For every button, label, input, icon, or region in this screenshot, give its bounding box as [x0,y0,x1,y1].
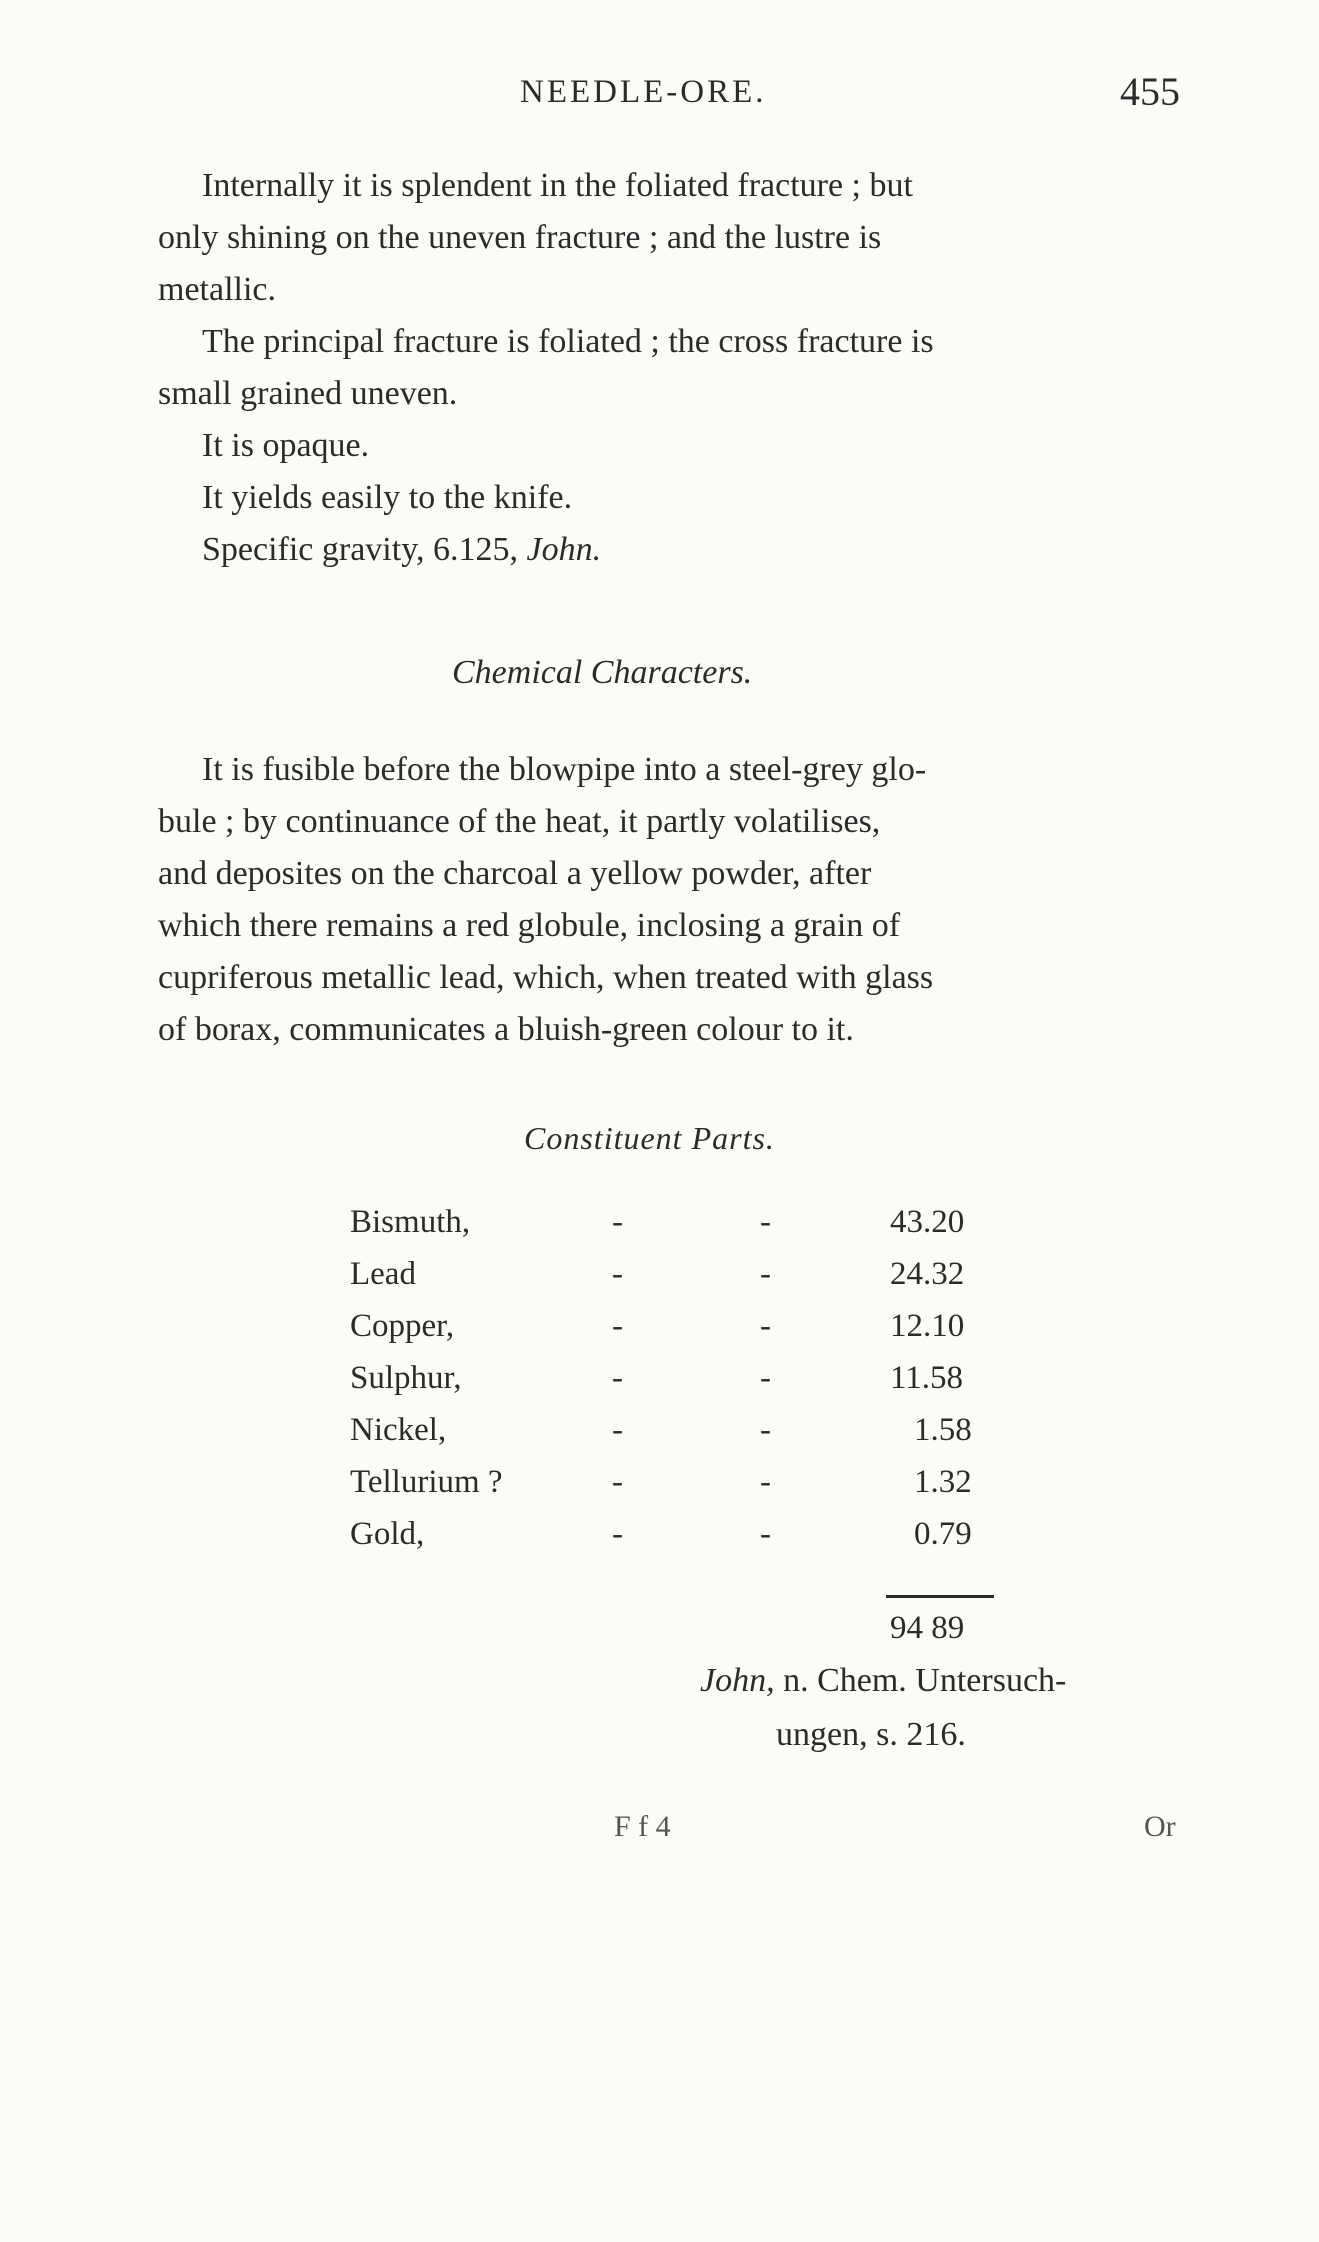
constituent-label: Tellurium ? [350,1464,503,1500]
reference-continuation: ungen, s. 216. [776,1716,966,1753]
text-line: It is opaque. [202,427,370,464]
constituent-label: Gold, [350,1516,425,1552]
text-line: only shining on the uneven fracture ; and the lustre is [158,219,882,256]
signature-mark: F f 4 [614,1810,671,1843]
leader-dash: - [760,1516,771,1552]
leader-dash: - [760,1360,771,1396]
text-line: of borax, communicates a bluish-green colour to it. [158,1011,854,1048]
text-line: It is fusible before the blowpipe into a steel-grey glo- [202,751,927,788]
leader-dash: - [612,1412,623,1448]
constituent-label: Copper, [350,1308,455,1344]
leader-dash: - [760,1204,771,1240]
constituent-parts-heading: Constituent Parts. [524,1120,775,1156]
reference-author: John, [700,1662,775,1699]
reference-text: n. Chem. Untersuch- [774,1662,1067,1699]
leader-dash: - [612,1516,623,1552]
constituent-value: 43.20 [890,1204,965,1240]
gravity-source: John. [526,531,602,568]
constituent-value: 11.58 [890,1360,964,1396]
constituent-label: Bismuth, [350,1204,471,1240]
text-line: small grained uneven. [158,375,458,412]
running-head-title: NEEDLE-ORE. [520,74,767,110]
reference-line [700,1662,1066,1700]
text-line: Internally it is splendent in the foliated fracture ; but [202,167,913,204]
text-line: metallic. [158,271,277,308]
text-line: which there remains a red globule, inclosing a grain of [158,907,901,944]
leader-dash: - [760,1464,771,1500]
gravity-text: Specific gravity, 6.125, [202,531,527,568]
leader-dash: - [760,1256,771,1292]
constituent-value: 0.79 [914,1516,972,1552]
leader-dash: - [612,1360,623,1396]
constituent-value: 1.58 [914,1412,972,1448]
total-rule [886,1595,994,1598]
constituent-label: Sulphur, [350,1360,462,1396]
constituent-value: 24.32 [890,1256,965,1292]
text-line: and deposites on the charcoal a yellow powder, after [158,855,872,892]
constituent-value: 1.32 [914,1464,972,1500]
leader-dash: - [612,1256,623,1292]
text-line: The principal fracture is foliated ; the cross fracture is [202,323,934,360]
leader-dash: - [612,1204,623,1240]
constituent-label: Lead [350,1256,416,1292]
leader-dash: - [612,1464,623,1500]
leader-dash: - [760,1412,771,1448]
total-value: 94 89 [890,1610,965,1646]
leader-dash: - [760,1308,771,1344]
text-line: cupriferous metallic lead, which, when treated with glass [158,959,934,996]
text-line: It yields easily to the knife. [202,479,573,516]
constituent-label: Nickel, [350,1412,447,1448]
page-number: 455 [1120,69,1180,114]
catchword: Or [1144,1810,1176,1843]
constituent-value: 12.10 [890,1308,965,1344]
text-line: bule ; by continuance of the heat, it partly volatilises, [158,803,881,840]
chemical-characters-heading: Chemical Characters. [452,654,753,691]
leader-dash: - [612,1308,623,1344]
